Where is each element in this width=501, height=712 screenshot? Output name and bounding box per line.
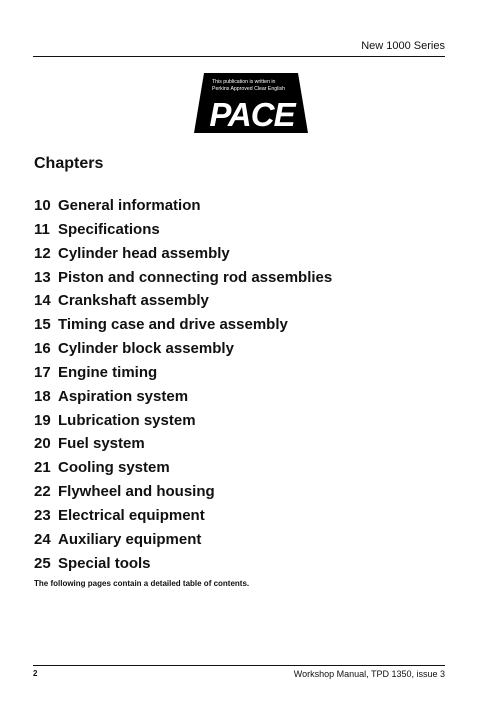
chapter-item	[34, 409, 332, 433]
header-rule	[33, 56, 445, 57]
chapter-label: Special tools	[58, 554, 151, 572]
logo-note-line1: This publication is written in	[212, 79, 276, 85]
chapter-item	[34, 194, 332, 218]
chapter-item	[34, 432, 332, 456]
chapters-heading: Chapters	[34, 155, 104, 172]
chapter-number: 22	[34, 483, 51, 501]
chapter-label: Piston and connecting rod assemblies	[58, 268, 333, 286]
chapter-number: 21	[34, 459, 51, 477]
chapter-item	[34, 313, 332, 337]
chapter-label: Fuel system	[58, 435, 145, 453]
chapter-item	[34, 504, 332, 528]
chapter-number: 14	[34, 292, 51, 310]
logo-wordmark: PACE	[209, 96, 295, 133]
chapter-label: Cooling system	[58, 459, 170, 477]
chapter-number: 24	[34, 530, 51, 548]
chapter-label: General information	[58, 197, 201, 214]
chapter-label: Lubrication system	[58, 411, 196, 429]
chapter-label: Specifications	[58, 220, 160, 238]
chapter-label: Aspiration system	[58, 387, 189, 405]
chapter-item	[34, 266, 332, 290]
manual-reference: Workshop Manual, TPD 1350, issue 3	[293, 669, 445, 679]
chapter-item	[34, 528, 332, 552]
chapter-number: 17	[34, 363, 51, 381]
chapter-label: Cylinder block assembly	[58, 340, 234, 358]
chapter-number: 11	[34, 220, 50, 238]
chapter-number: 16	[34, 340, 51, 358]
chapter-label: Cylinder head assembly	[58, 244, 230, 262]
chapter-label: Engine timing	[58, 363, 158, 381]
chapter-item	[34, 361, 332, 385]
contents-note: The following pages contain a detailed table of contents.	[34, 579, 250, 588]
chapter-list	[34, 194, 332, 576]
series-title: New 1000 Series	[361, 40, 445, 52]
logo-note-line2: Perkins Approved Clear English	[212, 86, 285, 92]
chapter-number: 15	[34, 316, 51, 334]
chapter-number: 10	[34, 197, 51, 214]
chapter-label: Flywheel and housing	[58, 483, 215, 501]
chapter-number: 12	[34, 244, 51, 262]
chapter-number: 23	[34, 506, 51, 524]
chapter-label: Electrical equipment	[58, 506, 205, 524]
chapter-item	[34, 456, 332, 480]
chapter-label: Timing case and drive assembly	[58, 316, 288, 334]
chapter-item	[34, 242, 332, 266]
chapter-item	[34, 480, 332, 504]
chapter-number: 19	[34, 411, 51, 429]
footer-rule	[33, 665, 445, 666]
chapter-item	[34, 289, 332, 313]
chapter-item	[34, 385, 332, 409]
chapter-number: 25	[34, 554, 51, 572]
page-number: 2	[33, 669, 38, 678]
chapter-number: 13	[34, 268, 51, 286]
chapter-item	[34, 337, 332, 361]
chapter-number: 18	[34, 387, 51, 405]
chapter-number: 20	[34, 435, 51, 453]
chapter-item	[34, 218, 332, 242]
chapter-item	[34, 552, 332, 576]
chapter-label: Crankshaft assembly	[58, 292, 209, 310]
chapter-label: Auxiliary equipment	[58, 530, 202, 548]
pace-logo	[194, 73, 308, 133]
